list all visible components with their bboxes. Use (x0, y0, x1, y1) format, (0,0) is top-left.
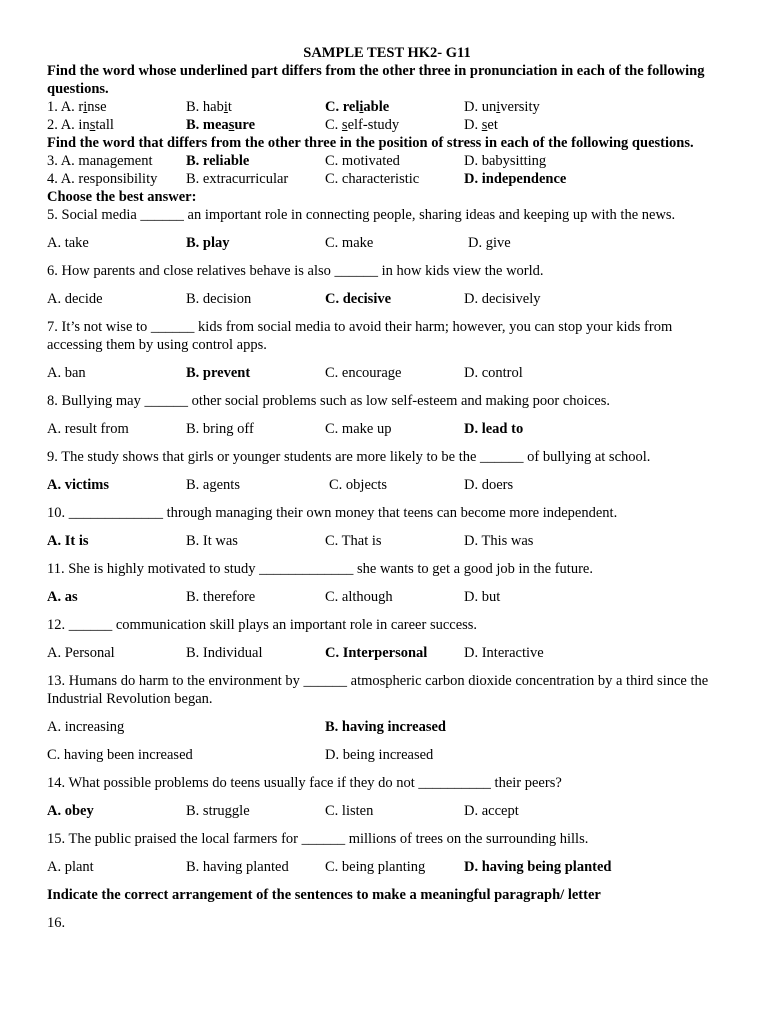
question-7-stem: 7. It’s not wise to ______ kids from social media to avoid their harm; however, you can stop your kids from accessing them by using control apps. (47, 319, 673, 353)
q7-option-b: B. prevent (186, 365, 251, 381)
q1-option-a: 1. A. rinse (47, 99, 107, 115)
q8-option-d: D. lead to (464, 421, 524, 437)
question-2-options (47, 116, 727, 134)
q13-option-a: A. increasing (47, 719, 125, 735)
question-12-stem: 12. ______ communication skill plays an important role in career success. (47, 617, 478, 633)
question-13-options-row2 (47, 746, 727, 764)
q15-option-a: A. plant (47, 859, 94, 875)
question-9-options (47, 476, 727, 494)
q5-option-c: C. make (325, 235, 374, 251)
q6-option-d: D. decisively (464, 291, 541, 307)
q4-option-d: D. independence (464, 171, 567, 187)
q15-option-d: D. having being planted (464, 859, 612, 875)
question-4-options (47, 170, 727, 188)
q15-option-b: B. having planted (186, 859, 289, 875)
question-15-stem: 15. The public praised the local farmers for ______ millions of trees on the surrounding hills. (47, 831, 589, 847)
q12-option-b: B. Individual (186, 645, 263, 661)
q4-option-c: C. characteristic (325, 171, 420, 187)
question-12-options (47, 644, 727, 662)
q7-option-c: C. encourage (325, 365, 402, 381)
question-6-stem: 6. How parents and close relatives behave is also ______ in how kids view the world. (47, 263, 544, 279)
q4-option-b: B. extracurricular (186, 171, 289, 187)
q9-option-b: B. agents (186, 477, 240, 493)
q7-option-d: D. control (464, 365, 523, 381)
q11-option-b: B. therefore (186, 589, 256, 605)
q7-option-a: A. ban (47, 365, 86, 381)
q13-option-d: D. being increased (325, 747, 434, 763)
q11-option-d: D. but (464, 589, 501, 605)
q14-option-c: C. listen (325, 803, 374, 819)
q6-option-c: C. decisive (325, 291, 392, 307)
q2-option-a: 2. A. install (47, 117, 114, 133)
q5-option-b: B. play (186, 235, 230, 251)
q3-option-a: 3. A. management (47, 153, 153, 169)
question-5-stem: 5. Social media ______ an important role in connecting people, sharing ideas and keeping up with the news. (47, 207, 676, 223)
q14-option-b: B. struggle (186, 803, 250, 819)
question-11-stem: 11. She is highly motivated to study _____________ she wants to get a good job in the future. (47, 561, 593, 577)
q6-option-a: A. decide (47, 291, 103, 307)
q15-option-c: C. being planting (325, 859, 426, 875)
q11-option-a: A. as (47, 589, 78, 605)
q3-option-d: D. babysitting (464, 153, 547, 169)
question-3-options (47, 152, 727, 170)
section3-instruction: Choose the best answer: (47, 189, 197, 205)
q1-option-d: D. university (464, 99, 540, 115)
q12-option-d: D. Interactive (464, 645, 544, 661)
q8-option-c: C. make up (325, 421, 392, 437)
q14-option-d: D. accept (464, 803, 519, 819)
q2-option-b: B. measure (186, 117, 256, 133)
q3-option-c: C. motivated (325, 153, 400, 169)
question-5-options (47, 234, 727, 252)
question-15-options (47, 858, 727, 876)
q10-option-b: B. It was (186, 533, 238, 549)
q13-option-b: B. having increased (325, 719, 446, 735)
q12-option-a: A. Personal (47, 645, 115, 661)
q2-option-d: D. set (464, 117, 498, 133)
q9-option-a: A. victims (47, 477, 110, 493)
q3-option-b: B. reliable (186, 153, 250, 169)
q9-option-c: C. objects (329, 477, 387, 493)
q4-option-a: 4. A. responsibility (47, 171, 158, 187)
section2-instruction: Find the word that differs from the other three in the position of stress in each of the following questions. (47, 135, 694, 151)
test-page (47, 44, 727, 932)
question-13-options-row1 (47, 718, 727, 736)
page-title: SAMPLE TEST HK2- G11 (303, 45, 471, 61)
section1-instruction: Find the word whose underlined part differs from the other three in pronunciation in each of the following questions. (47, 63, 705, 97)
q8-option-a: A. result from (47, 421, 129, 437)
question-14-stem: 14. What possible problems do teens usually face if they do not __________ their peers? (47, 775, 562, 791)
question-8-stem: 8. Bullying may ______ other social problems such as low self-esteem and making poor choices. (47, 393, 610, 409)
question-6-options (47, 290, 727, 308)
question-1-options (47, 98, 727, 116)
q10-option-a: A. It is (47, 533, 89, 549)
q11-option-c: C. although (325, 589, 393, 605)
q10-option-d: D. This was (464, 533, 534, 549)
q2-option-c: C. self-study (325, 117, 400, 133)
q14-option-a: A. obey (47, 803, 94, 819)
question-10-stem: 10. _____________ through managing their own money that teens can become more independent. (47, 505, 618, 521)
question-10-options (47, 532, 727, 550)
q1-option-b: B. habit (186, 99, 232, 115)
q5-option-a: A. take (47, 235, 89, 251)
q10-option-c: C. That is (325, 533, 382, 549)
question-14-options (47, 802, 727, 820)
q5-option-d: D. give (468, 235, 511, 251)
q12-option-c: C. Interpersonal (325, 645, 428, 661)
section4-instruction: Indicate the correct arrangement of the sentences to make a meaningful paragraph/ letter (47, 887, 601, 903)
question-16-number: 16. (47, 915, 66, 931)
q6-option-b: B. decision (186, 291, 252, 307)
q8-option-b: B. bring off (186, 421, 254, 437)
question-8-options (47, 420, 727, 438)
question-9-stem: 9. The study shows that girls or younger students are more likely to be the ______ of bullying at school. (47, 449, 651, 465)
question-13-stem: 13. Humans do harm to the environment by ______ atmospheric carbon dioxide concentration by a third since the Industrial Revolution began. (47, 673, 709, 707)
question-7-options (47, 364, 727, 382)
q1-option-c: C. reliable (325, 99, 390, 115)
question-11-options (47, 588, 727, 606)
q9-option-d: D. doers (464, 477, 514, 493)
q13-option-c: C. having been increased (47, 747, 193, 763)
